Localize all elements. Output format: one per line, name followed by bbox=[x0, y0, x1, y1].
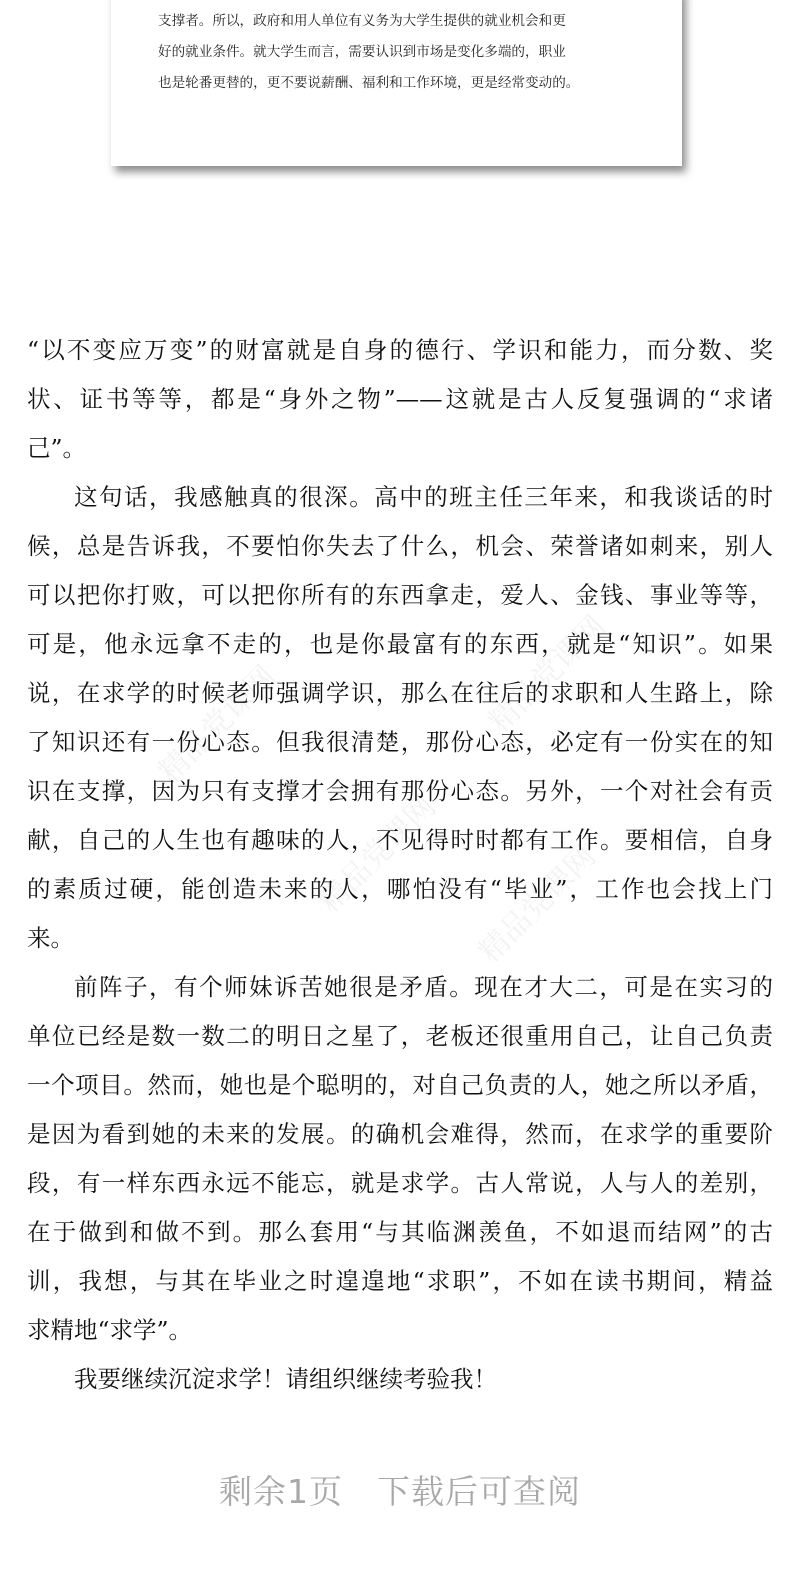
body-line: 的素质过硬，能创造未来的人，哪怕没有“毕业”，工作也会找上门 bbox=[27, 875, 773, 903]
body-line: 训，我想，与其在毕业之时遑遑地“求职”，不如在读书期间，精益 bbox=[27, 1267, 773, 1295]
watermark-text: 精品党课网 bbox=[312, 789, 443, 920]
document-body bbox=[27, 326, 773, 1404]
watermark-text: 精品党课网 bbox=[152, 659, 283, 790]
body-line: “以不变应万变”的财富就是自身的德行、学识和能力，而分数、奖 bbox=[27, 336, 773, 364]
body-line: 在于做到和做不到。那么套用“与其临渊羡鱼，不如退而结网”的古 bbox=[27, 1218, 773, 1246]
body-line: 识在支撑，因为只有支撑才会拥有那份心态。另外，一个对社会有贡 bbox=[27, 777, 773, 805]
body-line: 了知识还有一份心态。但我很清楚，那份心态，必定有一份实在的知 bbox=[27, 728, 773, 756]
excerpt-text bbox=[158, 6, 648, 99]
body-line: 来。 bbox=[27, 924, 74, 952]
download-to-view-label: 下载后可查阅 bbox=[377, 1472, 581, 1511]
body-line: 这句话，我感触真的很深。高中的班主任三年来，和我谈话的时 bbox=[74, 483, 773, 511]
body-line: 献，自己的人生也有趣味的人，不见得时时都有工作。要相信，自身 bbox=[27, 826, 773, 854]
body-line: 说，在求学的时候老师强调学识，那么在往后的求职和人生路上，除 bbox=[27, 679, 773, 707]
watermark-text: 精品党课网 bbox=[472, 839, 603, 970]
body-line: 候，总是告诉我，不要怕你失去了什么，机会、荣誉诸如刺来，别人 bbox=[27, 532, 773, 560]
body-line: 一个项目。然而，她也是个聪明的，对自己负责的人，她之所以矛盾， bbox=[27, 1071, 773, 1099]
body-line: 前阵子，有个师妹诉苦她很是矛盾。现在才大二，可是在实习的 bbox=[74, 973, 773, 1001]
body-line: 单位已经是数一数二的明日之星了，老板还很重用自己，让自己负责 bbox=[27, 1022, 773, 1050]
body-line: 是因为看到她的未来的发展。的确机会难得，然而，在求学的重要阶 bbox=[27, 1120, 773, 1148]
excerpt-card bbox=[111, 0, 682, 166]
watermark-text: 精品党课网 bbox=[482, 609, 613, 740]
remaining-pages-label: 剩余1页 bbox=[219, 1472, 343, 1511]
body-line: 我要继续沉淀求学！请组织继续考验我！ bbox=[74, 1365, 497, 1393]
body-line: 状、证书等等，都是“身外之物”——这就是古人反复强调的“求诸 bbox=[27, 385, 773, 413]
body-line: 己”。 bbox=[27, 434, 87, 462]
download-prompt[interactable] bbox=[0, 1466, 800, 1513]
excerpt-line: 也是轮番更替的，更不要说薪酬、福利和工作环境，更是经常变动的。 bbox=[158, 75, 580, 91]
excerpt-line: 支撑者。所以，政府和用人单位有义务为大学生提供的就业机会和更 bbox=[158, 13, 566, 29]
excerpt-line: 好的就业条件。就大学生而言，需要认识到市场是变化多端的，职业 bbox=[158, 44, 566, 60]
body-line: 可是，他永远拿不走的，也是你最富有的东西，就是“知识”。如果 bbox=[27, 630, 773, 658]
body-line: 求精地“求学”。 bbox=[27, 1316, 193, 1344]
body-line: 段，有一样东西永远不能忘，就是求学。古人常说，人与人的差别， bbox=[27, 1169, 773, 1197]
body-line: 可以把你打败，可以把你所有的东西拿走，爱人、金钱、事业等等， bbox=[27, 581, 773, 609]
